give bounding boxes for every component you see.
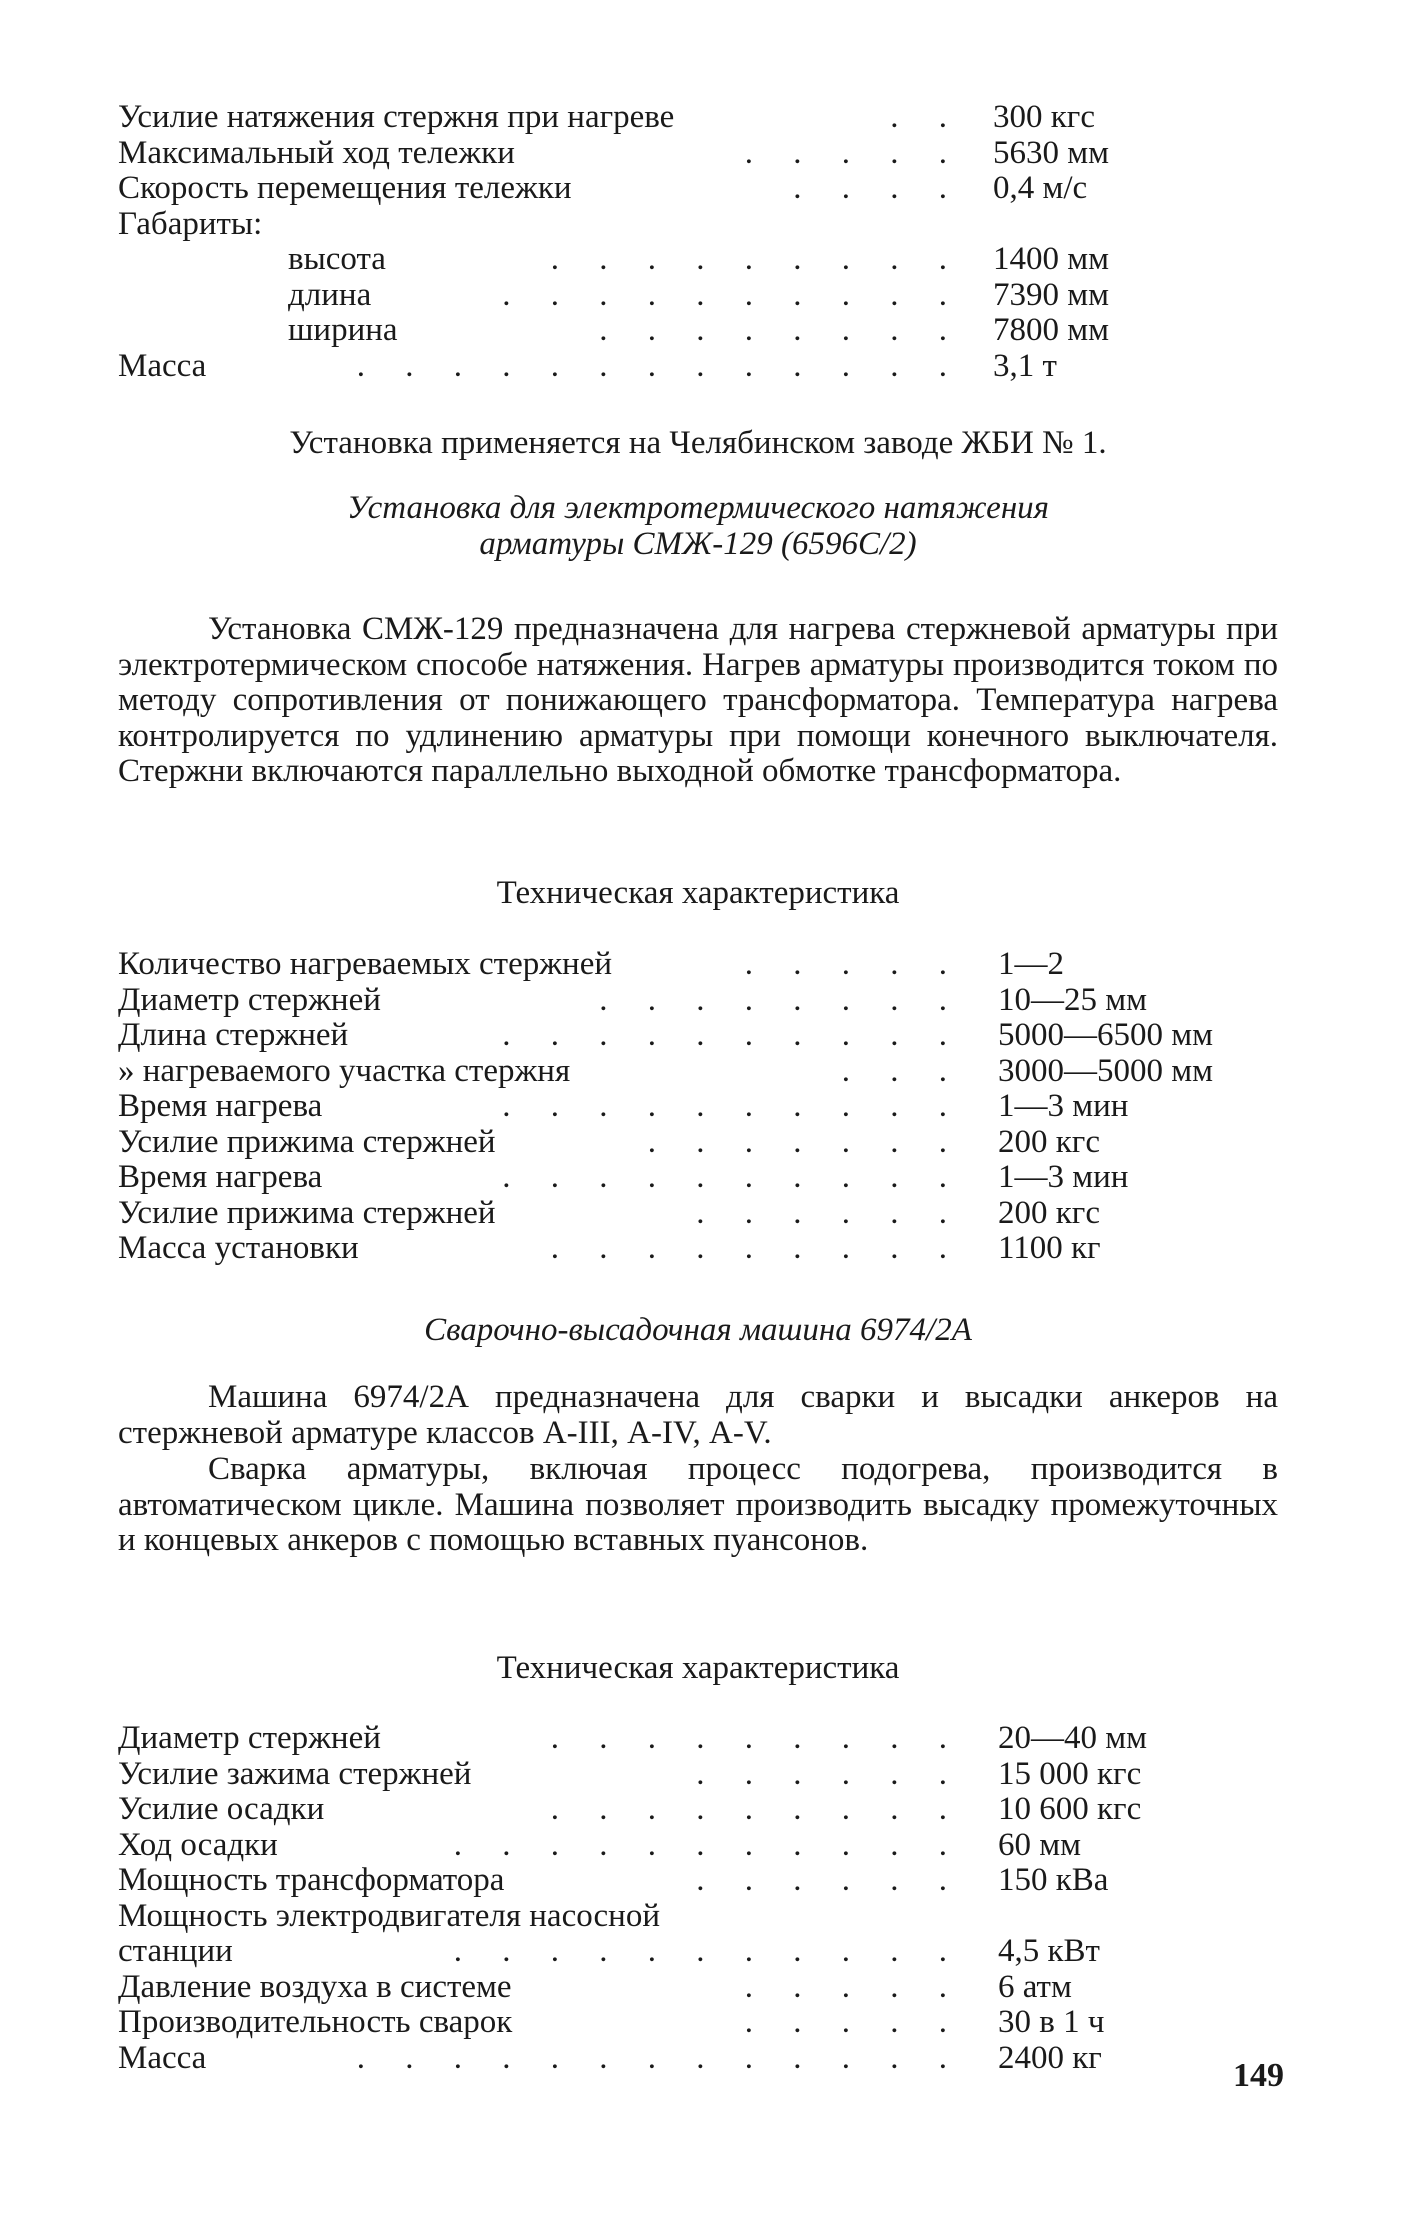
spec-row bbox=[118, 278, 1278, 314]
dot-leader: . . . . . . . . . . bbox=[502, 1159, 963, 1195]
section-paragraph-6974-1: Машина 6974/2А предназначена для сварки и высадки анкеров на стержневой арматуре классов А-III, А-IV, А-V. bbox=[118, 1379, 1278, 1451]
spec-label: Количество нагреваемых стержней bbox=[118, 946, 613, 982]
spec-row bbox=[118, 2005, 1278, 2041]
dot-leader: . . . . . . . . bbox=[599, 312, 963, 348]
spec-value: 1—3 мин bbox=[998, 1088, 1129, 1124]
spec-label: » нагреваемого участка стержня bbox=[118, 1052, 571, 1089]
dot-leader: . . . bbox=[841, 1052, 963, 1089]
dot-leader: . . . . . . . . . bbox=[550, 241, 963, 277]
spec-value: 10 600 кгс bbox=[998, 1791, 1142, 1827]
spec-value: 3,1 т bbox=[993, 347, 1057, 384]
spec-value: 1400 мм bbox=[993, 241, 1110, 277]
dot-leader: . . . . . . . bbox=[647, 1123, 963, 1160]
spec-label: Скорость перемещения тележки bbox=[118, 170, 572, 206]
spec-row bbox=[118, 136, 1278, 172]
dot-leader: . . . . bbox=[793, 170, 963, 206]
spec-row bbox=[118, 313, 1278, 349]
spec-value: 300 кгс bbox=[993, 99, 1095, 135]
spec-label: Максимальный ход тележки bbox=[118, 134, 515, 171]
spec-row bbox=[118, 1125, 1278, 1161]
spec-label: Усилие зажима стержней bbox=[118, 1755, 472, 1792]
spec-label: Усилие прижима стержней bbox=[118, 1194, 496, 1231]
spec-label: Время нагрева bbox=[118, 1088, 323, 1124]
spec-value: 30 в 1 ч bbox=[998, 2004, 1105, 2040]
spec-value: 7390 мм bbox=[993, 276, 1110, 313]
spec-value: 1—2 bbox=[998, 946, 1064, 982]
spec-label: Масса установки bbox=[118, 1230, 359, 1266]
section-paragraph-smzh129: Установка СМЖ-129 предназначена для нагрева стержневой арматуры при электротермическом способе натяжения. Нагрев арматуры производится током по методу сопротивления от понижающего трансформатора. Температура нагрева контролируется по удлинению арматуры при помощи конечного выключателя. Стержни включаются параллельно выходной обмотке трансформатора. bbox=[118, 611, 1278, 789]
spec-value: 3000—5000 мм bbox=[998, 1052, 1214, 1089]
spec-label: длина bbox=[288, 276, 372, 313]
spec-row bbox=[118, 1863, 1278, 1899]
spec-row bbox=[118, 171, 1278, 207]
spec-label: Диаметр стержней bbox=[118, 981, 381, 1018]
spec-label: Масса bbox=[118, 347, 207, 384]
dot-leader: . . . . . bbox=[744, 946, 963, 982]
spec-list-top bbox=[118, 100, 1278, 384]
dot-leader: . . . . . . . . . . . . . bbox=[356, 347, 963, 384]
dot-leader: . . bbox=[890, 99, 963, 135]
usage-note: Установка применяется на Челябинском заводе ЖБИ № 1. bbox=[289, 425, 1107, 461]
spec-row bbox=[118, 1018, 1278, 1054]
spec-label: Диаметр стержней bbox=[118, 1720, 381, 1756]
spec-value: 200 кгс bbox=[998, 1194, 1100, 1231]
spec-label: Давление воздуха в системе bbox=[118, 1968, 512, 2005]
spec-label: станции bbox=[118, 1933, 233, 1969]
spec-row bbox=[118, 983, 1278, 1019]
spec-label: Усилие натяжения стержня при нагреве bbox=[118, 99, 675, 135]
section-title-6974: Сварочно-высадочная машина 6974/2А bbox=[424, 1312, 972, 1348]
spec-value: 5000—6500 мм bbox=[998, 1017, 1214, 1053]
spec-row bbox=[118, 207, 1278, 243]
spec-label: Мощность трансформатора bbox=[118, 1862, 505, 1898]
spec-row bbox=[118, 1196, 1278, 1232]
dot-leader: . . . . . . . . . . bbox=[502, 1017, 963, 1053]
spec-label: Мощность электродвигателя насосной bbox=[118, 1897, 661, 1934]
spec-row bbox=[118, 1089, 1278, 1125]
spec-value: 10—25 мм bbox=[998, 981, 1148, 1018]
dot-leader: . . . . . . bbox=[696, 1194, 963, 1231]
spec-value: 150 кВа bbox=[998, 1862, 1109, 1898]
dot-leader: . . . . . . bbox=[696, 1755, 963, 1792]
spec-label: Усилие осадки bbox=[118, 1791, 325, 1827]
spec-row bbox=[118, 1721, 1278, 1757]
spec-heading-2: Техническая характеристика bbox=[496, 1650, 900, 1686]
dot-leader: . . . . . . . . . . . . . bbox=[356, 2039, 963, 2076]
dot-leader: . . . . . . . . . . . bbox=[453, 1933, 963, 1969]
spec-row bbox=[118, 349, 1278, 385]
section-title-smzh129 bbox=[118, 490, 1278, 562]
section-title-line-1: Установка для электротермического натяжения bbox=[346, 490, 1050, 526]
dot-leader: . . . . . bbox=[744, 2004, 963, 2040]
spec-row bbox=[118, 1231, 1278, 1267]
spec-row bbox=[118, 947, 1278, 983]
spec-value: 15 000 кгс bbox=[998, 1755, 1142, 1792]
spec-label: Усилие прижима стержней bbox=[118, 1123, 496, 1160]
spec-heading-1: Техническая характеристика bbox=[496, 875, 900, 911]
spec-row bbox=[118, 1757, 1278, 1793]
spec-label: Ход осадки bbox=[118, 1826, 278, 1863]
dot-leader: . . . . . . bbox=[696, 1862, 963, 1898]
spec-label: ширина bbox=[288, 312, 398, 348]
dot-leader: . . . . . . . . . bbox=[550, 1791, 963, 1827]
spec-label: Длина стержней bbox=[118, 1017, 349, 1053]
spec-label: Время нагрева bbox=[118, 1159, 323, 1195]
spec-value: 6 атм bbox=[998, 1968, 1072, 2005]
spec-row bbox=[118, 1054, 1278, 1090]
spec-row bbox=[118, 1970, 1278, 2006]
spec-label: Производительность сварок bbox=[118, 2004, 513, 2040]
dot-leader: . . . . . bbox=[744, 1968, 963, 2005]
dot-leader: . . . . . . . . . bbox=[550, 1720, 963, 1756]
spec-value: 0,4 м/с bbox=[993, 170, 1088, 206]
spec-value: 20—40 мм bbox=[998, 1720, 1148, 1756]
spec-value: 7800 мм bbox=[993, 312, 1110, 348]
spec-row bbox=[118, 1934, 1278, 1970]
section-title-line-2: арматуры СМЖ-129 (6596С/2) bbox=[479, 526, 917, 562]
spec-row bbox=[118, 1160, 1278, 1196]
spec-value: 1—3 мин bbox=[998, 1159, 1129, 1195]
section-paragraph-6974-2: Сварка арматуры, включая процесс подогрева, производится в автоматическом цикле. Машина позволяет производить высадку промежуточных и концевых анкеров с помощью вставных пуансонов. bbox=[118, 1451, 1278, 1558]
spec-list-6974 bbox=[118, 1721, 1278, 2076]
spec-value: 4,5 кВт bbox=[998, 1933, 1100, 1969]
spec-row bbox=[118, 2041, 1278, 2077]
spec-label: Масса bbox=[118, 2039, 207, 2076]
dot-leader: . . . . . bbox=[744, 134, 963, 171]
dot-leader: . . . . . . . . . bbox=[550, 1230, 963, 1266]
spec-value: 1100 кг bbox=[998, 1230, 1101, 1266]
spec-label: высота bbox=[288, 241, 386, 277]
spec-list-smzh129 bbox=[118, 947, 1278, 1267]
dot-leader: . . . . . . . . . . bbox=[502, 276, 963, 313]
spec-value: 60 мм bbox=[998, 1826, 1082, 1863]
dot-leader: . . . . . . . . bbox=[599, 981, 963, 1018]
dot-leader: . . . . . . . . . . . bbox=[453, 1826, 963, 1863]
spec-row bbox=[118, 100, 1278, 136]
spec-row bbox=[118, 1899, 1278, 1935]
spec-value: 2400 кг bbox=[998, 2039, 1102, 2076]
spec-row bbox=[118, 1828, 1278, 1864]
spec-row bbox=[118, 242, 1278, 278]
spec-value: 200 кгс bbox=[998, 1123, 1100, 1160]
spec-label: Габариты: bbox=[118, 205, 263, 242]
spec-value: 5630 мм bbox=[993, 134, 1110, 171]
page-number: 149 bbox=[1233, 2057, 1284, 2094]
dot-leader: . . . . . . . . . . bbox=[502, 1088, 963, 1124]
spec-row bbox=[118, 1792, 1278, 1828]
